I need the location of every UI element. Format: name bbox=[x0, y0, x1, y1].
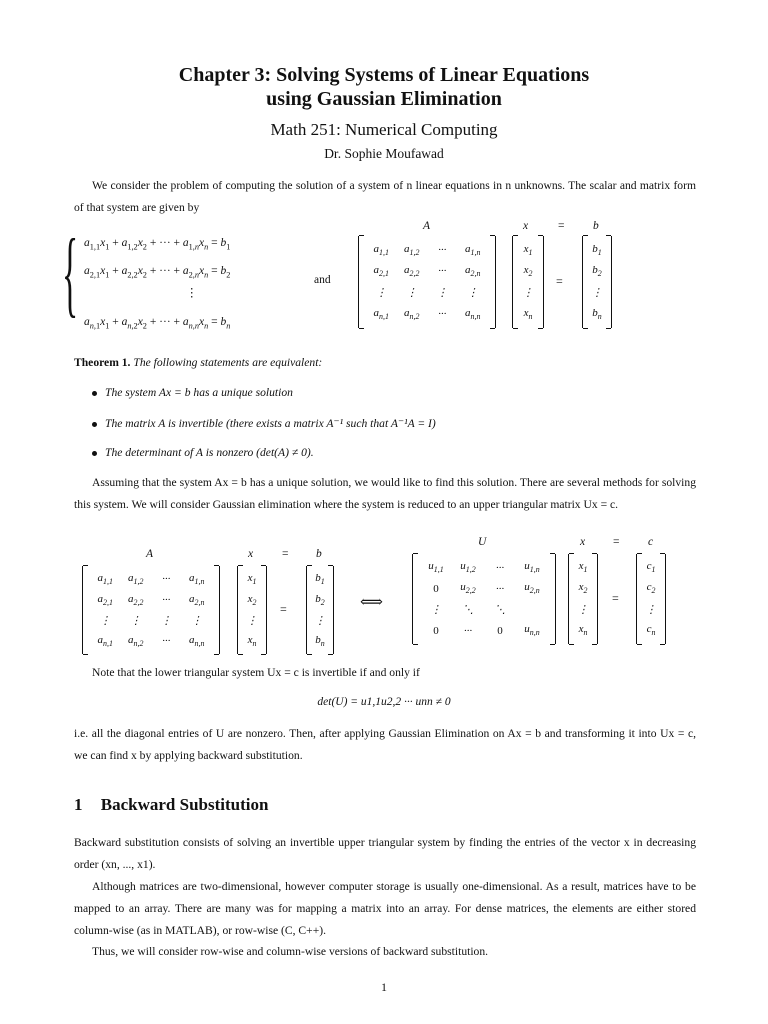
and-word: and bbox=[314, 274, 331, 286]
label-transform-c: c bbox=[648, 536, 654, 548]
vector-b: $b_1$ $b_2$ ⋮ $b_n$ bbox=[582, 236, 612, 328]
author-name: Dr. Sophie Moufawad bbox=[324, 146, 444, 161]
label-vector-b: b bbox=[593, 220, 599, 232]
label-transform-U: U bbox=[478, 536, 487, 548]
label-vector-x: x bbox=[523, 220, 529, 232]
theorem-bullet-1 bbox=[92, 386, 293, 399]
chapter-title-line1: Chapter 3: Solving Systems of Linear Equations bbox=[178, 64, 590, 86]
vector-b-transform: $b_1$ $b_2$ ⋮ $b_n$ bbox=[306, 566, 334, 654]
gaussian-paragraph: Assuming that the system Ax = b has a unique solution, we would like to find this solution. There are several methods for solving this system. We will consider Gaussian elimination where the system is reduced to an upper triangular matrix Ux = c. bbox=[74, 476, 696, 511]
intro-paragraph: We consider the problem of computing the solution of a system of n linear equations in n unknowns. The scalar and matrix form of that system are given by bbox=[74, 179, 696, 214]
equivalence-arrow: ⟺ bbox=[360, 594, 383, 611]
label-transform-eq: = bbox=[282, 548, 289, 560]
equation-row-2: $a_{2,1}x_1 + a_{2,2}x_2$ + ··· + $a_{2,n}x_n = b_2$ bbox=[84, 265, 231, 280]
theorem-statement: The following statements are equivalent: bbox=[133, 356, 323, 369]
equals-sign: = bbox=[556, 274, 563, 288]
matrix-U: $u_{1,1}$ $u_{1,2}$ ··· $u_{1,n}$ 0 $u_{2,2}$ ··· $u_{2,n}$ ⋮ ⋱ ⋱ 0 ··· 0 $u_{n,n}$ bbox=[412, 554, 556, 644]
section-title: Backward Substitution bbox=[100, 795, 269, 814]
chapter-title-line2: using Gaussian Elimination bbox=[266, 88, 502, 110]
theorem-bullet-3 bbox=[92, 446, 314, 459]
label-transform-x: x bbox=[248, 548, 254, 560]
vector-x-transform: $x_1$ $x_2$ ⋮ $x_n$ bbox=[237, 566, 267, 654]
note-text: Note that the lower triangular system Ux = c is invertible if and only if bbox=[92, 666, 420, 679]
label-equals: = bbox=[558, 220, 565, 232]
theorem-bullet-1-text: The system Ax = b has a unique solution bbox=[105, 386, 293, 399]
body-paragraph-2: Although matrices are two-dimensional, however computer storage is usually one-dimensional. As a result, matrices have to be mapped to an array. There are many was for mapping a matrix into an array. For dense matrices, the elements are either stored column-wise (as in MATLAB), or row-wise (C, C++). bbox=[74, 880, 696, 937]
equation-vdots: ⋮ bbox=[186, 287, 198, 299]
section-heading bbox=[74, 795, 268, 815]
body-paragraph-3: Thus, we will consider row-wise and column-wise versions of backward substitution. bbox=[92, 945, 489, 958]
vector-x-upper: $x_1$ $x_2$ ⋮ $x_n$ bbox=[568, 554, 598, 644]
theorem-bullet-2-text: The matrix A is invertible (there exists a matrix A⁻¹ such that A⁻¹A = I) bbox=[105, 417, 436, 430]
theorem-bullet-2 bbox=[92, 416, 436, 430]
vector-x: $x_1$ $x_2$ ⋮ $x_n$ bbox=[512, 236, 544, 328]
matrix-A-transform: $a_{1,1}$ $a_{1,2}$ ··· $a_{1,n}$ $a_{2,1}$ $a_{2,2}$ ··· $a_{2,n}$ ⋮ ⋮ ⋮ ⋮ $a_{n,1}$ $a_{n,2}$ ··· $a_{n,n}$ bbox=[82, 566, 220, 654]
system-brace: { bbox=[62, 219, 79, 326]
equation-row-1: $a_{1,1}x_1 + a_{1,2}x_2$ + ··· + $a_{1,n}x_n = b_1$ bbox=[84, 237, 231, 252]
label-transform-A: A bbox=[146, 548, 154, 560]
matrix-A: $a_{1,1}$ $a_{1,2}$ ··· $a_{1,n}$ $a_{2,1}$ $a_{2,2}$ ··· $a_{2,n}$ ⋮ ⋮ ⋮ ⋮ $a_{n,1}$ $a_{n,2}$ ··· $a_{n,n}$ bbox=[358, 236, 496, 328]
body-paragraph-1: Backward substitution consists of solving an invertible upper triangular system by finding the entries of the vector x in decreasing order (xn, ..., x1). bbox=[74, 836, 696, 871]
theorem bbox=[74, 356, 322, 369]
det-formula: det(U) = u1,1u2,2 ··· unn ≠ 0 bbox=[317, 696, 451, 708]
label-matrix-A: A bbox=[423, 220, 431, 232]
label-transform-x2: x bbox=[580, 536, 586, 548]
equation-row-n: $a_{n,1}x_1 + a_{n,2}x_2$ + ··· + $a_{n,n}x_n = b_n$ bbox=[84, 316, 231, 331]
theorem-label: Theorem 1. bbox=[74, 356, 131, 369]
vector-c: $c_1$ $c_2$ ⋮ $c_n$ bbox=[636, 554, 666, 644]
theorem-bullet-3-text: The determinant of A is nonzero (det(A) ≠ 0). bbox=[105, 446, 314, 459]
equals-sign-upper: = bbox=[612, 591, 619, 605]
label-transform-eq2: = bbox=[613, 536, 620, 548]
label-transform-b: b bbox=[316, 548, 322, 560]
course-name: Math 251: Numerical Computing bbox=[270, 120, 498, 139]
equals-sign-transform: = bbox=[280, 602, 287, 616]
section-number: 1 bbox=[74, 795, 83, 814]
diagonal-paragraph: i.e. all the diagonal entries of U are nonzero. Then, after applying Gaussian Elimination on Ax = b and transforming it into Ux = c, we can find x by applying backward substitution. bbox=[74, 727, 696, 762]
page-number: 1 bbox=[381, 980, 387, 994]
